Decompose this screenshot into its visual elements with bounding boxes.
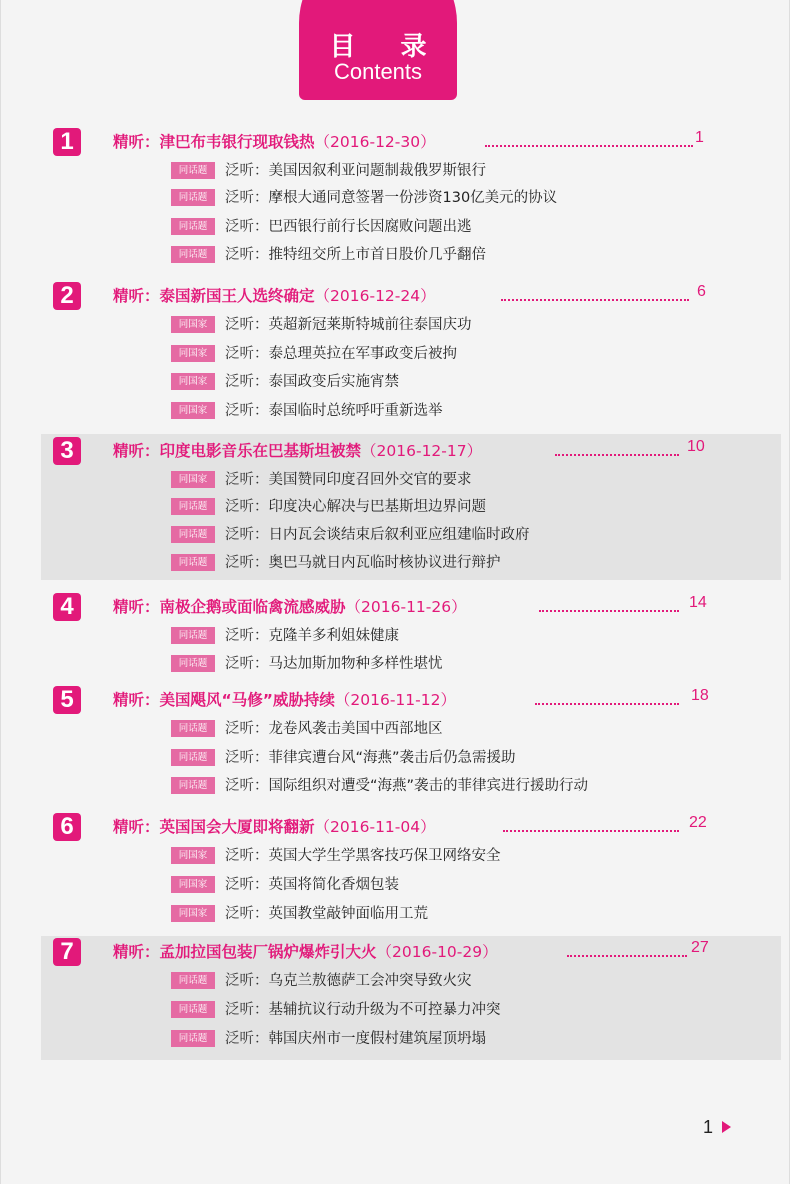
item-label: 泛听： (225, 848, 269, 864)
topic-tag: 同话题 (171, 1001, 215, 1018)
item-label: 泛听： (225, 190, 269, 206)
item-label: 泛听： (225, 247, 269, 263)
item-label: 泛听： (225, 163, 269, 179)
section-page-number: 27 (691, 939, 709, 956)
item-label: 泛听： (225, 317, 269, 333)
topic-tag: 同话题 (171, 554, 215, 571)
section-title: 泰国新国王人选终确定 (159, 287, 315, 305)
dot-leader (503, 830, 679, 832)
section-label: 精听： (113, 287, 160, 305)
topic-tag: 同国家 (171, 402, 215, 419)
section-heading[interactable] (113, 595, 467, 617)
section-heading[interactable] (113, 284, 436, 306)
topic-tag: 同话题 (171, 246, 215, 263)
item-title: 美国因叙利亚问题制裁俄罗斯银行 (268, 163, 486, 179)
toc-item[interactable] (171, 342, 457, 364)
item-title: 马达加斯加物种多样性堪忧 (268, 656, 443, 672)
toc-item[interactable] (171, 624, 399, 646)
section-number: 7 (53, 938, 81, 966)
item-label: 泛听： (225, 346, 269, 362)
section-page-number: 14 (689, 594, 707, 611)
toc-item[interactable] (171, 215, 472, 237)
footer-page-number: 1 (703, 1117, 714, 1137)
section-date: （2016-11-04） (314, 818, 436, 836)
toc-item[interactable] (171, 523, 530, 545)
toc-item[interactable] (171, 746, 516, 768)
topic-tag: 同话题 (171, 1030, 215, 1047)
toc-item[interactable] (171, 652, 443, 674)
toc-item[interactable] (171, 844, 501, 866)
item-label: 泛听： (225, 906, 269, 922)
section-page-number: 18 (691, 687, 709, 704)
topic-tag: 同话题 (171, 526, 215, 543)
item-title: 奥巴马就日内瓦临时核协议进行辩护 (268, 555, 501, 571)
item-title: 克隆羊多利姐妹健康 (268, 628, 399, 644)
item-label: 泛听： (225, 778, 269, 794)
toc-item[interactable] (171, 243, 486, 265)
section-label: 精听： (113, 442, 160, 460)
section-title: 孟加拉国包装厂锅炉爆炸引大火 (159, 943, 377, 961)
section-label: 精听： (113, 598, 160, 616)
item-label: 泛听： (225, 1031, 269, 1047)
toc-item[interactable] (171, 717, 443, 739)
section-date: （2016-12-30） (314, 133, 436, 151)
section-date: （2016-10-29） (376, 943, 498, 961)
section-date: （2016-11-12） (334, 691, 456, 709)
item-title: 基辅抗议行动升级为不可控暴力冲突 (268, 1002, 501, 1018)
toc-item[interactable] (171, 468, 472, 490)
topic-tag: 同国家 (171, 345, 215, 362)
topic-tag: 同话题 (171, 162, 215, 179)
section-label: 精听： (113, 818, 160, 836)
section-page-number: 6 (697, 283, 706, 300)
contents-header (299, 0, 457, 100)
toc-item[interactable] (171, 1027, 486, 1049)
section-heading[interactable] (113, 940, 498, 962)
toc-item[interactable] (171, 495, 486, 517)
section-heading[interactable] (113, 130, 436, 152)
topic-tag: 同国家 (171, 373, 215, 390)
dot-leader (539, 610, 679, 612)
section-label: 精听： (113, 133, 160, 151)
item-label: 泛听： (225, 877, 269, 893)
topic-tag: 同话题 (171, 218, 215, 235)
section-number: 4 (53, 593, 81, 621)
section-heading[interactable] (113, 439, 482, 461)
item-title: 泰国临时总统呼吁重新选举 (268, 403, 443, 419)
section-number: 5 (53, 686, 81, 714)
topic-tag: 同话题 (171, 189, 215, 206)
section-page-number: 10 (687, 438, 705, 455)
topic-tag: 同国家 (171, 905, 215, 922)
section-label: 精听： (113, 943, 160, 961)
item-title: 泰国政变后实施宵禁 (268, 374, 399, 390)
section-date: （2016-12-24） (314, 287, 436, 305)
topic-tag: 同话题 (171, 749, 215, 766)
item-title: 菲律宾遭台风“海燕”袭击后仍急需援助 (268, 750, 516, 766)
section-date: （2016-12-17） (361, 442, 483, 460)
topic-tag: 同话题 (171, 720, 215, 737)
toc-item[interactable] (171, 551, 501, 573)
item-label: 泛听： (225, 499, 269, 515)
section-title: 南极企鹅或面临禽流感威胁 (159, 598, 346, 616)
topic-tag: 同话题 (171, 655, 215, 672)
item-label: 泛听： (225, 403, 269, 419)
toc-item[interactable] (171, 969, 472, 991)
item-label: 泛听： (225, 721, 269, 737)
dot-leader (567, 955, 687, 957)
section-number: 2 (53, 282, 81, 310)
section-heading[interactable] (113, 815, 436, 837)
section-title: 美国飓风“马修”威胁持续 (159, 691, 335, 709)
toc-item[interactable] (171, 873, 399, 895)
next-arrow-icon (722, 1121, 731, 1133)
topic-tag: 同话题 (171, 627, 215, 644)
item-label: 泛听： (225, 628, 269, 644)
item-label: 泛听： (225, 973, 269, 989)
item-title: 日内瓦会谈结束后叙利亚应组建临时政府 (268, 527, 530, 543)
topic-tag: 同国家 (171, 876, 215, 893)
item-label: 泛听： (225, 472, 269, 488)
topic-tag: 同国家 (171, 316, 215, 333)
dot-leader (501, 299, 689, 301)
item-title: 美国赞同印度召回外交官的要求 (268, 472, 472, 488)
section-number: 6 (53, 813, 81, 841)
item-title: 印度决心解决与巴基斯坦边界问题 (268, 499, 486, 515)
toc-item[interactable] (171, 370, 399, 392)
section-number: 3 (53, 437, 81, 465)
topic-tag: 同话题 (171, 498, 215, 515)
item-title: 韩国庆州市一度假村建筑屋顶坍塌 (268, 1031, 486, 1047)
header-title-en: Contents (333, 59, 423, 84)
toc-item[interactable] (171, 774, 588, 796)
item-label: 泛听： (225, 750, 269, 766)
toc-item[interactable] (171, 998, 501, 1020)
item-label: 泛听： (225, 374, 269, 390)
dot-leader (535, 703, 679, 705)
item-label: 泛听： (225, 555, 269, 571)
section-title: 英国国会大厦即将翻新 (159, 818, 315, 836)
item-title: 推特纽交所上市首日股价几乎翻倍 (268, 247, 486, 263)
toc-item[interactable] (171, 159, 486, 181)
item-title: 英国大学生学黑客技巧保卫网络安全 (268, 848, 501, 864)
section-label: 精听： (113, 691, 160, 709)
topic-tag: 同国家 (171, 847, 215, 864)
section-title: 津巴布韦银行现取钱热 (159, 133, 315, 151)
section-title: 印度电影音乐在巴基斯坦被禁 (159, 442, 362, 460)
item-title: 泰总理英拉在军事政变后被拘 (268, 346, 457, 362)
item-label: 泛听： (225, 1002, 269, 1018)
toc-item[interactable] (171, 186, 557, 208)
toc-item[interactable] (171, 902, 428, 924)
dot-leader (555, 454, 679, 456)
topic-tag: 同话题 (171, 777, 215, 794)
section-heading[interactable] (113, 688, 456, 710)
item-label: 泛听： (225, 527, 269, 543)
section-page-number: 22 (689, 814, 707, 831)
item-title: 英超新冠莱斯特城前往泰国庆功 (268, 317, 472, 333)
section-number: 1 (53, 128, 81, 156)
item-label: 泛听： (225, 219, 269, 235)
item-title: 摩根大通同意签署一份涉资130亿美元的协议 (268, 190, 558, 206)
topic-tag: 同话题 (171, 972, 215, 989)
header-title-zh: 目 录 (329, 32, 445, 62)
toc-item[interactable] (171, 313, 472, 335)
item-title: 英国将简化香烟包装 (268, 877, 399, 893)
section-page-number: 1 (695, 129, 704, 146)
topic-tag: 同国家 (171, 471, 215, 488)
item-title: 乌克兰敖德萨工会冲突导致火灾 (268, 973, 472, 989)
item-title: 龙卷风袭击美国中西部地区 (268, 721, 443, 737)
item-title: 国际组织对遭受“海燕”袭击的菲律宾进行援助行动 (268, 778, 589, 794)
item-title: 英国教堂敲钟面临用工荒 (268, 906, 428, 922)
section-date: （2016-11-26） (345, 598, 467, 616)
toc-item[interactable] (171, 399, 443, 421)
item-title: 巴西银行前行长因腐败问题出逃 (268, 219, 472, 235)
item-label: 泛听： (225, 656, 269, 672)
dot-leader (485, 145, 693, 147)
